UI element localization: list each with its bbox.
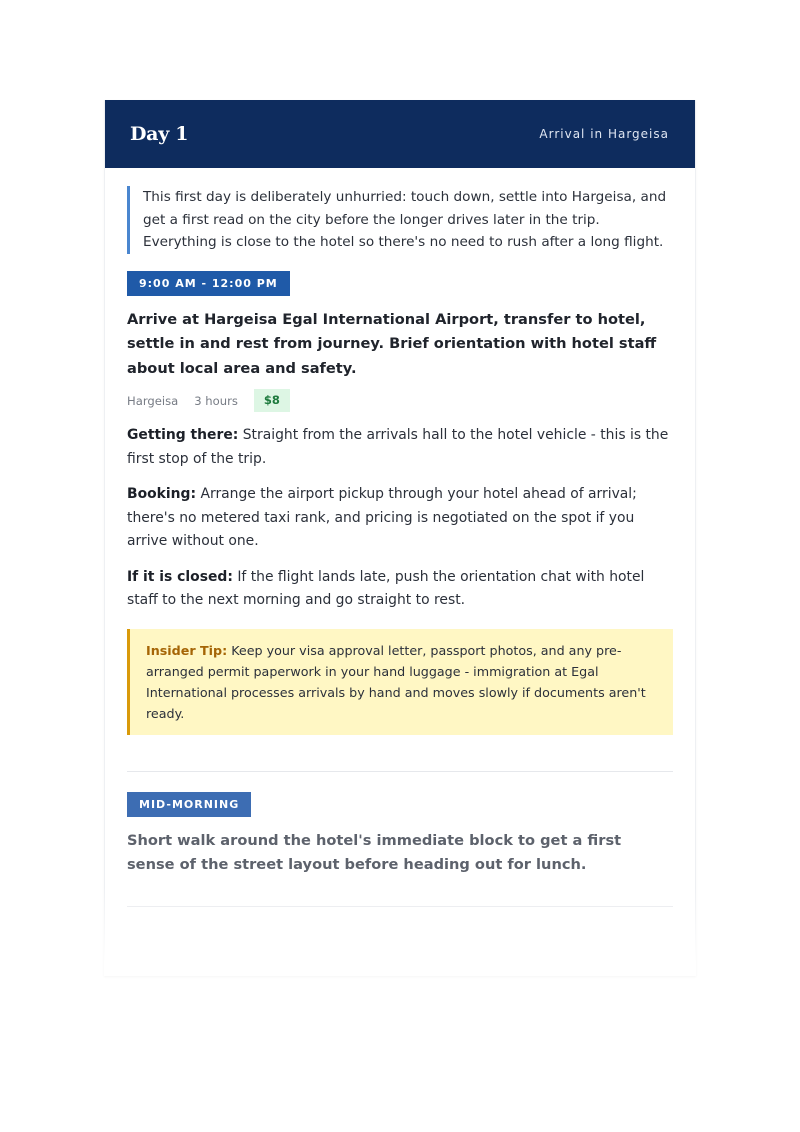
activity-title: Arrive at Hargeisa Egal International Airport, transfer to hotel, settle in and rest from journey. Brief orientation with hotel staff about local area and safety. (127, 310, 657, 377)
activity-duration: 3 hours (194, 393, 238, 408)
detail-if-closed (127, 566, 673, 613)
tip-text: Keep your visa approval letter, passport photos, and any pre-arranged permit paperwork in your hand luggage - immigration at Egal International processes arrivals by hand and moves slowly if documents aren't ready. (146, 642, 646, 721)
time-badge: MID-MORNING (127, 792, 251, 817)
activity-block (127, 271, 673, 735)
day-subtitle: Arrival in Hargeisa (539, 127, 669, 141)
day-title: Day 1 (130, 123, 189, 145)
activity-divider (127, 906, 673, 907)
detail-getting-there (127, 424, 673, 471)
day-header (105, 100, 695, 168)
detail-label: Getting there: (127, 427, 239, 443)
day-card (104, 100, 696, 976)
time-badge: 9:00 AM - 12:00 PM (127, 271, 290, 296)
activity-title: Short walk around the hotel's immediate block to get a first sense of the street layout before heading out for lunch. (127, 831, 622, 873)
cost-badge: $8 (254, 389, 290, 412)
detail-text: Arrange the airport pickup through your hotel ahead of arrival; there's no metered taxi rank, and pricing is negotiated on the spot if you arrive without one. (127, 486, 637, 549)
detail-booking (127, 483, 673, 554)
detail-text: Straight from the arrivals hall to the hotel vehicle - this is the first stop of the trip. (127, 427, 669, 467)
activity-meta (127, 389, 673, 412)
activity-block (127, 792, 673, 878)
activity-location: Hargeisa (127, 393, 179, 408)
tip-label: Insider Tip: (146, 642, 228, 658)
detail-label: If it is closed: (127, 568, 233, 585)
detail-text: If the flight lands late, push the orientation chat with hotel staff to the next morning and go straight to rest. (127, 568, 645, 608)
insider-tip (127, 629, 673, 735)
day-intro: This first day is deliberately unhurried: touch down, settle into Hargeisa, and get a first read on the city before the longer drives later in the trip. Everything is close to the hotel so there's no need to rush after a long flight. (127, 186, 673, 254)
day-body (105, 168, 695, 907)
detail-label: Booking: (127, 486, 197, 502)
